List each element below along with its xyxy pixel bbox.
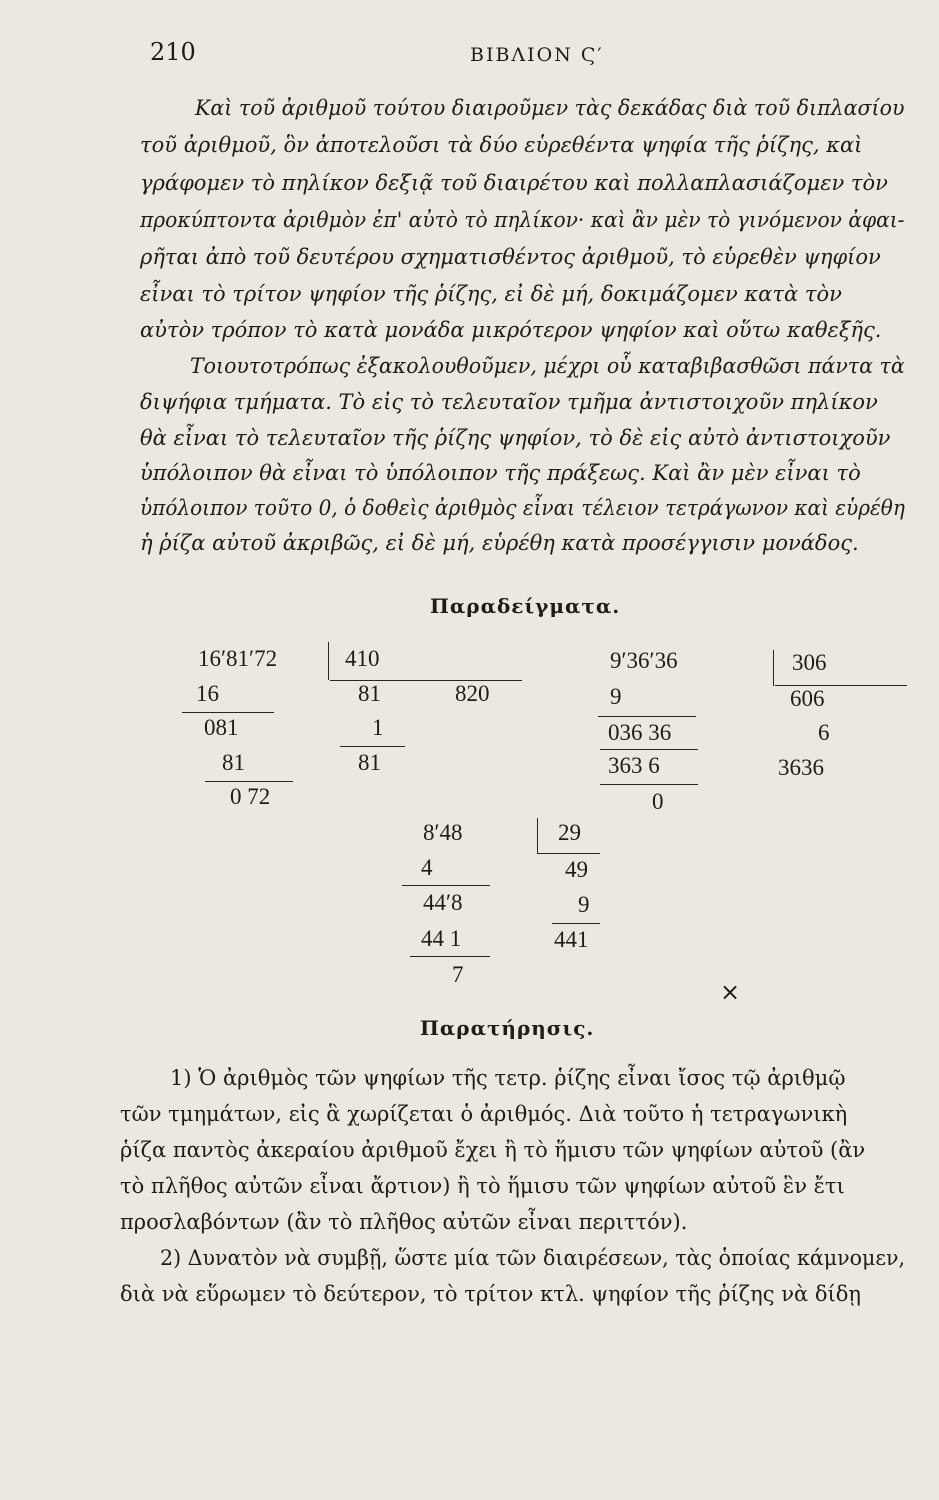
example-divisor: 606 xyxy=(790,686,825,711)
remark-line: 2) Δυνατὸν νὰ συμβῇ, ὥστε μία τῶν διαιρέσεων, τὰς ὁποίας κάμνομεν, xyxy=(160,1246,906,1270)
example-divisor: 49 xyxy=(565,857,588,882)
examples-heading: Παραδείγματα. xyxy=(430,594,621,618)
divider-horizontal xyxy=(182,712,274,713)
paragraph-line: ρῆται ἀπὸ τοῦ δευτέρου σχηματισθέντος ἀριθμοῦ, τὸ εὑρεθὲν ψηφίον xyxy=(140,245,881,269)
remarks-heading: Παρατήρησις. xyxy=(420,1016,595,1040)
example-remainder: 7 xyxy=(452,962,464,987)
example-divisor: 820 xyxy=(455,681,490,706)
example-remainder: 0 xyxy=(652,789,664,814)
example-root: 29 xyxy=(558,820,581,845)
example-remainder: 0 72 xyxy=(230,784,271,809)
page-number: 210 xyxy=(150,38,196,66)
example-number: 16′81′72 xyxy=(198,646,278,671)
divider-horizontal xyxy=(600,784,698,785)
divider-horizontal xyxy=(410,956,490,957)
paragraph-line: αὐτὸν τρόπον τὸ κατὰ μονάδα μικρότερον ψηφίον καὶ οὕτω καθεξῆς. xyxy=(140,318,882,342)
divider-horizontal xyxy=(598,716,696,717)
example-divisor: 3636 xyxy=(778,755,824,780)
example-step: 81 xyxy=(222,750,245,775)
example-step: 4 xyxy=(421,855,433,880)
divider-horizontal xyxy=(205,781,293,782)
example-divisor: 1 xyxy=(372,715,384,740)
paragraph-line: θὰ εἶναι τὸ τελευταῖον τῆς ῥίζης ψηφίον, τὸ δὲ εἰς αὐτὸ ἀντιστοιχοῦν xyxy=(140,426,891,450)
divider-vertical xyxy=(773,650,774,686)
example-divisor: 9 xyxy=(578,892,590,917)
example-number: 8′48 xyxy=(423,820,463,845)
running-head: ΒΙΒΛΙΟΝ Ϛ′ xyxy=(470,44,604,66)
remark-line: ῥίζα παντὸς ἀκεραίου ἀριθμοῦ ἔχει ἢ τὸ ἥμισυ τῶν ψηφίων αὐτοῦ (ἂν xyxy=(120,1138,866,1162)
paragraph-line: διψήφια τμήματα. Τὸ εἰς τὸ τελευταῖον τμῆμα ἀντιστοιχοῦν πηλίκον xyxy=(140,390,878,414)
paragraph-line: ὑπόλοιπον τοῦτο 0, ὁ δοθεὶς ἀριθμὸς εἶναι τέλειον τετράγωνον καὶ εὑρέθη xyxy=(140,496,905,520)
divider-vertical xyxy=(328,642,329,680)
example-divisor: 81 xyxy=(358,750,381,775)
example-step: 363 6 xyxy=(608,753,660,778)
example-remainder: 44′8 xyxy=(423,890,463,915)
example-divisor: 6 xyxy=(818,720,830,745)
paragraph-line: γράφομεν τὸ πηλίκον δεξιᾷ τοῦ διαιρέτου καὶ πολλαπλασιάζομεν τὸν xyxy=(140,171,888,195)
example-root: 306 xyxy=(792,650,827,675)
example-step: 9 xyxy=(610,684,622,709)
paragraph-line: ἡ ῥίζα αὐτοῦ ἀκριβῶς, εἰ δὲ μή, εὑρέθη κατὰ προσέγγισιν μονάδος. xyxy=(140,531,859,555)
paragraph-line: τοῦ ἀριθμοῦ, ὃν ἀποτελοῦσι τὰ δύο εὑρεθέντα ψηφία τῆς ῥίζης, καὶ xyxy=(140,133,863,157)
divider-horizontal xyxy=(538,853,600,854)
remark-line: τὸ πλῆθος αὐτῶν εἶναι ἄρτιον) ἢ τὸ ἥμισυ τῶν ψηφίων αὐτοῦ ἓν ἔτι xyxy=(120,1174,845,1198)
example-step: 44 1 xyxy=(421,926,462,951)
paragraph-line: προκύπτοντα ἀριθμὸν ἐπ' αὐτὸ τὸ πηλίκον· καὶ ἂν μὲν τὸ γινόμενον ἀφαι- xyxy=(140,208,905,232)
remark-line: τῶν τμημάτων, εἰς ἃ χωρίζεται ὁ ἀριθμός. Διὰ τοῦτο ἡ τετραγωνικὴ xyxy=(120,1102,848,1126)
divider-horizontal xyxy=(402,885,490,886)
paragraph-line: Καὶ τοῦ ἀριθμοῦ τούτου διαιροῦμεν τὰς δεκάδας διὰ τοῦ διπλασίου xyxy=(195,96,905,120)
example-remainder: 081 xyxy=(204,715,239,740)
example-number: 9′36′36 xyxy=(610,648,678,673)
paragraph-line: ὑπόλοιπον θὰ εἶναι τὸ ὑπόλοιπον τῆς πράξεως. Καὶ ἂν μὲν εἶναι τὸ xyxy=(140,461,861,485)
paragraph-line: εἶναι τὸ τρίτον ψηφίον τῆς ῥίζης, εἰ δὲ μή, δοκιμάζομεν κατὰ τὸν xyxy=(140,282,842,306)
remark-line: διὰ νὰ εὕρωμεν τὸ δεύτερον, τὸ τρίτον κτλ. ψηφίον τῆς ῥίζης νὰ δίδῃ xyxy=(120,1282,861,1306)
example-divisor: 81 xyxy=(358,681,381,706)
margin-mark: × xyxy=(720,978,741,1006)
remark-line: 1) Ὁ ἀριθμὸς τῶν ψηφίων τῆς τετρ. ῥίζης εἶναι ἴσος τῷ ἀριθμῷ xyxy=(170,1066,846,1090)
divider-horizontal xyxy=(552,923,600,924)
divider-horizontal xyxy=(340,746,405,747)
example-step: 16 xyxy=(196,681,219,706)
example-remainder: 036 36 xyxy=(608,720,672,745)
example-divisor: 441 xyxy=(554,927,589,952)
example-root: 410 xyxy=(345,646,380,671)
paragraph-line: Τοιουτοτρόπως ἐξακολουθοῦμεν, μέχρι οὗ καταβιβασθῶσι πάντα τὰ xyxy=(190,354,905,378)
remark-line: προσλαβόντων (ἂν τὸ πλῆθος αὐτῶν εἶναι περιττόν). xyxy=(120,1210,688,1234)
divider-vertical xyxy=(537,818,538,854)
divider-horizontal xyxy=(600,749,698,750)
